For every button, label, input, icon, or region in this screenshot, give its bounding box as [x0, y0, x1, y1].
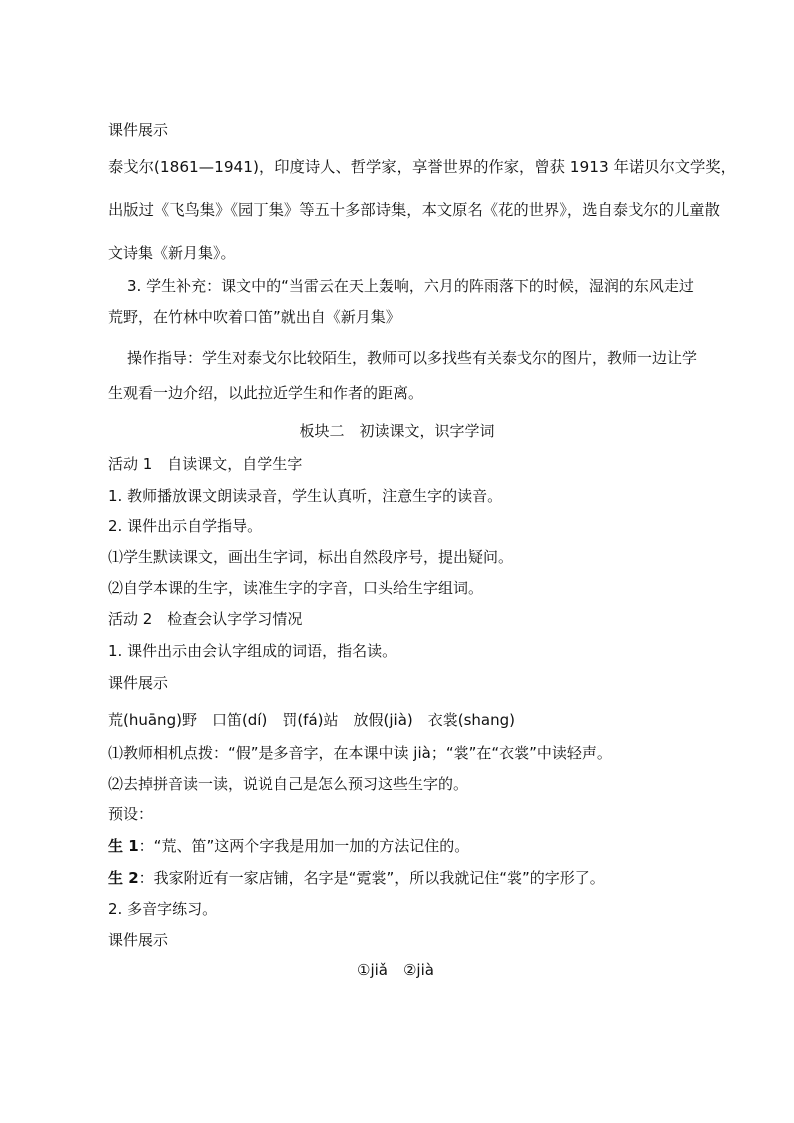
activity-1-sub-2: ⑵自学本课的生字，读准生字的字音，口头给生字组词。	[108, 579, 484, 597]
activity-2-title: 活动 2 检查会认字学习情况	[108, 610, 303, 628]
activity-2-item-1: 1. 课件出示由会认字组成的词语，指名读。	[108, 642, 398, 660]
student-supplement-line-1: 3. 学生补充：课文中的“当雷云在天上轰响，六月的阵雨落下的时候，湿润的东风走过	[127, 277, 694, 295]
student-2-label: 生 2	[108, 869, 139, 887]
student-2-answer	[108, 868, 605, 888]
operation-guide-line-2: 生观看一边介绍，以此拉近学生和作者的距离。	[108, 384, 424, 402]
tagore-intro-line-2: 出版过《飞鸟集》《园丁集》等五十多部诗集，本文原名《花的世界》，选自泰戈尔的儿童散	[108, 201, 720, 219]
student-supplement-line-2: 荒野，在竹林中吹着口笛”就出自《新月集》	[108, 308, 401, 326]
activity-2-sub-1: ⑴教师相机点拨：“假”是多音字，在本课中读 jià；“裳”在“衣裳”中读轻声。	[108, 744, 612, 762]
courseware-heading-2: 课件展示	[108, 674, 169, 692]
activity-1-item-2: 2. 课件出示自学指导。	[108, 517, 263, 535]
operation-guide-line-1: 操作指导：学生对泰戈尔比较陌生，教师可以多找些有关泰戈尔的图片，教师一边让学	[127, 349, 698, 367]
courseware-heading: 课件展示	[108, 121, 169, 139]
activity-2-item-2: 2. 多音字练习。	[108, 900, 218, 918]
preset-label: 预设：	[108, 805, 154, 823]
tagore-intro-line-3: 文诗集《新月集》。	[108, 244, 236, 262]
student-1-text: ：“荒、笛”这两个字我是用加一加的方法记住的。	[138, 837, 470, 855]
student-2-text: ：我家附近有一家店铺，名字是“霓裳”，所以我就记住“裳”的字形了。	[138, 869, 605, 887]
activity-2-sub-2: ⑵去掉拼音读一读，说说自己是怎么预习这些生字的。	[108, 775, 469, 793]
student-1-answer	[108, 836, 469, 856]
activity-1-sub-1: ⑴学生默读课文，画出生字词，标出自然段序号，提出疑问。	[108, 548, 514, 566]
pinyin-words-line: 荒(huāng)野 口笛(dí) 罚(fá)站 放假(jià) 衣裳(shang)	[108, 711, 515, 729]
student-1-label: 生 1	[108, 837, 139, 855]
courseware-heading-3: 课件展示	[108, 931, 169, 949]
activity-1-item-1: 1. 教师播放课文朗读录音，学生认真听，注意生字的读音。	[108, 487, 503, 505]
tagore-intro-line-1: 泰戈尔(1861—1941)，印度诗人、哲学家，享誉世界的作家，曾获 1913 年诺贝尔文学奖，	[108, 158, 736, 176]
activity-1-title: 活动 1 自读课文，自学生字	[108, 455, 303, 473]
pinyin-options: ①jiǎ ②jià	[357, 961, 434, 979]
section-title: 板块二 初读课文，识字学词	[299, 422, 495, 440]
